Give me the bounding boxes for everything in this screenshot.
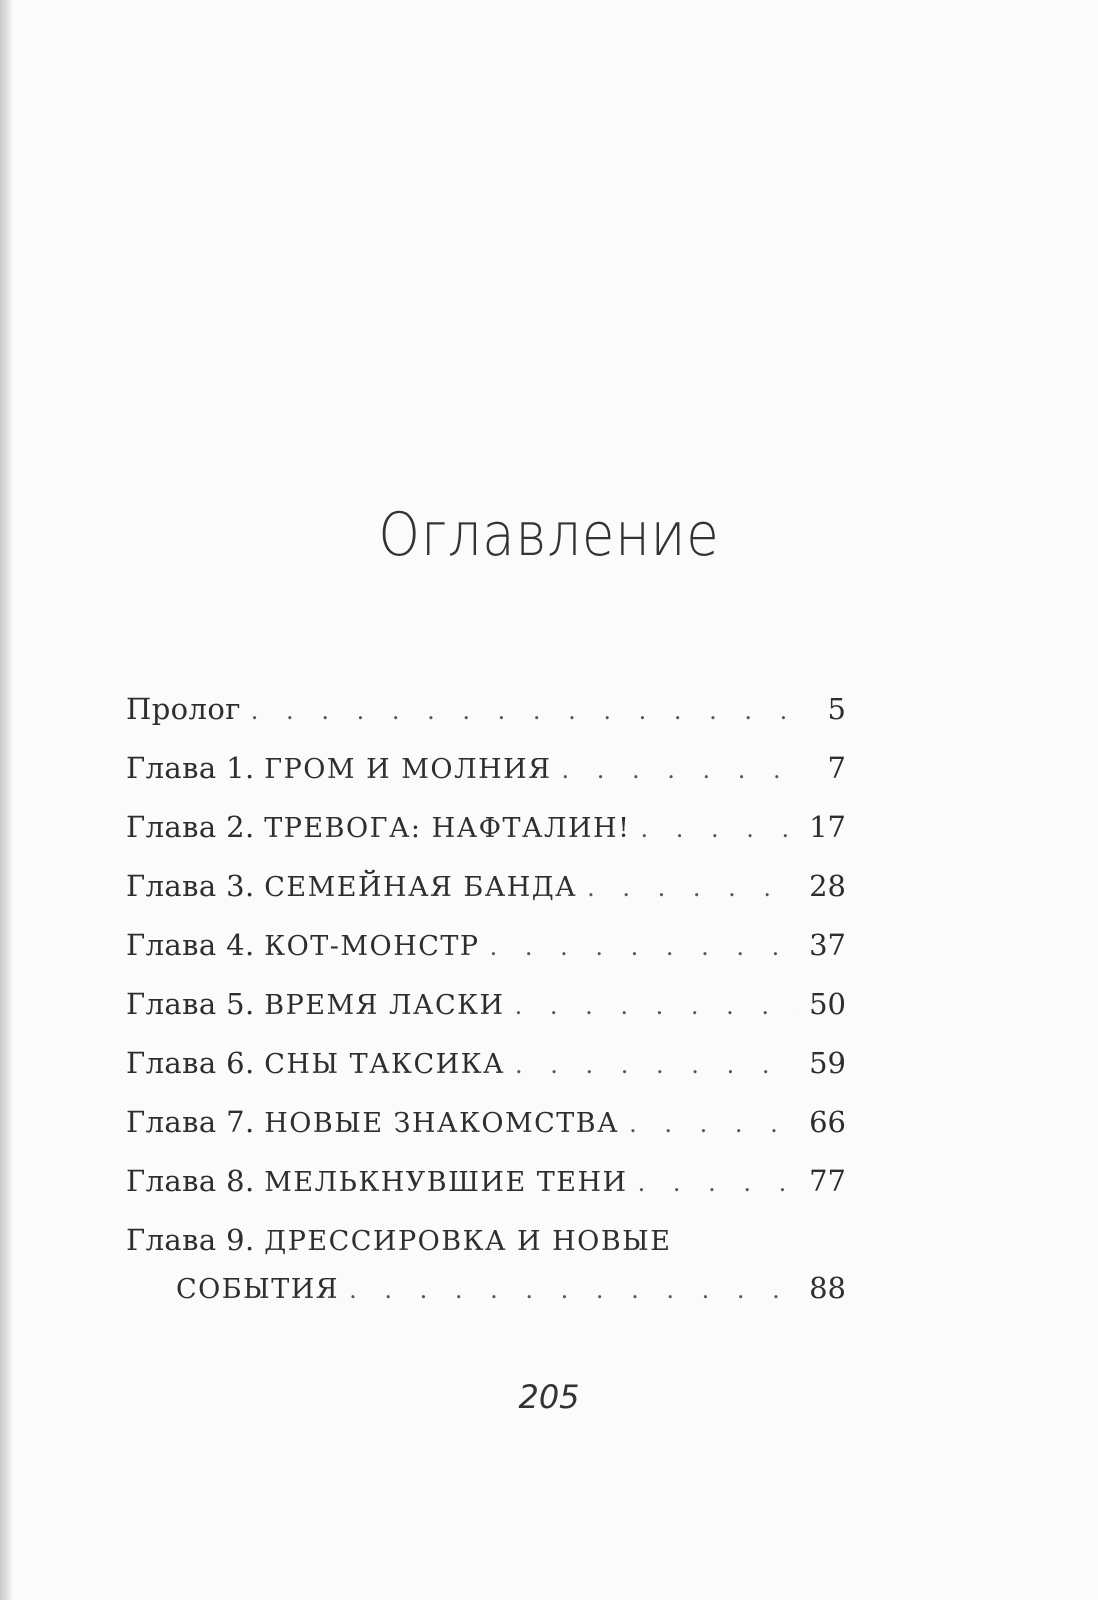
toc-entry-prefix: Глава 4. (126, 928, 255, 962)
toc-leader-dots (640, 815, 799, 843)
page-number-footer: 205 (518, 1378, 580, 1416)
toc-entry-prefix: Глава 3. (126, 869, 255, 903)
toc-leader-dots (629, 1110, 799, 1138)
toc-entry-chapter-8 (126, 1164, 846, 1223)
toc-leader-dots (638, 1169, 800, 1197)
toc-entry-name: НОВЫЕ ЗНАКОМСТВА (264, 1108, 620, 1139)
toc-entry-chapter-4 (126, 928, 846, 987)
toc-entry-prefix: Глава 1. (126, 751, 255, 785)
toc-entry-name: ВРЕМЯ ЛАСКИ (264, 990, 505, 1021)
toc-entry-chapter-9-continued (126, 1271, 846, 1330)
toc-page-number: 37 (809, 928, 846, 962)
page-gutter-shadow (0, 0, 12, 1600)
toc-entry-name: ГРОМ И МОЛНИЯ (264, 754, 552, 785)
toc-entry-prefix: Глава 9. (126, 1223, 255, 1257)
toc-page-number: 66 (809, 1105, 846, 1139)
toc-entry-name: КОТ-МОНСТР (264, 931, 480, 962)
toc-leader-dots (587, 874, 799, 902)
toc-entry-name-continued: СОБЫТИЯ (176, 1274, 340, 1305)
toc-entry-name: СЕМЕЙНАЯ БАНДА (264, 872, 578, 903)
toc-entry-name: ДРЕССИРОВКА И НОВЫЕ (264, 1226, 672, 1257)
toc-page-number: 17 (809, 810, 846, 844)
toc-page-number: 59 (809, 1046, 846, 1080)
toc-entry-chapter-2 (126, 810, 846, 869)
toc-entry-name: ТРЕВОГА: НАФТАЛИН! (264, 813, 631, 844)
toc-entry-prefix: Глава 2. (126, 810, 255, 844)
toc-entry-chapter-3 (126, 869, 846, 928)
toc-leader-dots (349, 1276, 799, 1304)
toc-page-number: 28 (809, 869, 846, 903)
page-title: Оглавление (378, 500, 720, 570)
toc-entry-chapter-1 (126, 751, 846, 810)
toc-leader-dots (562, 756, 801, 784)
toc-entry-prefix: Глава 8. (126, 1164, 255, 1198)
toc-page-number: 77 (809, 1164, 846, 1198)
toc-page-number: 7 (827, 751, 846, 785)
table-of-contents (126, 692, 846, 1330)
toc-entry-prefix: Глава 7. (126, 1105, 255, 1139)
toc-entry-name: МЕЛЬКНУВШИЕ ТЕНИ (264, 1167, 628, 1198)
toc-entry-chapter-6 (126, 1046, 846, 1105)
toc-leader-dots (251, 697, 800, 725)
toc-entry-prefix: Пролог (126, 692, 241, 726)
toc-page-number: 50 (809, 987, 846, 1021)
toc-page-number: 88 (809, 1271, 846, 1305)
toc-entry-name: СНЫ ТАКСИКА (264, 1049, 506, 1080)
toc-leader-dots (515, 992, 800, 1020)
toc-entry-chapter-9 (126, 1223, 846, 1271)
toc-entry-prologue (126, 692, 846, 751)
toc-entry-chapter-5 (126, 987, 846, 1046)
toc-entry-prefix: Глава 6. (126, 1046, 255, 1080)
toc-page-number: 5 (827, 692, 846, 726)
toc-leader-dots (490, 933, 800, 961)
toc-leader-dots (515, 1051, 799, 1079)
toc-entry-prefix: Глава 5. (126, 987, 255, 1021)
toc-entry-chapter-7 (126, 1105, 846, 1164)
